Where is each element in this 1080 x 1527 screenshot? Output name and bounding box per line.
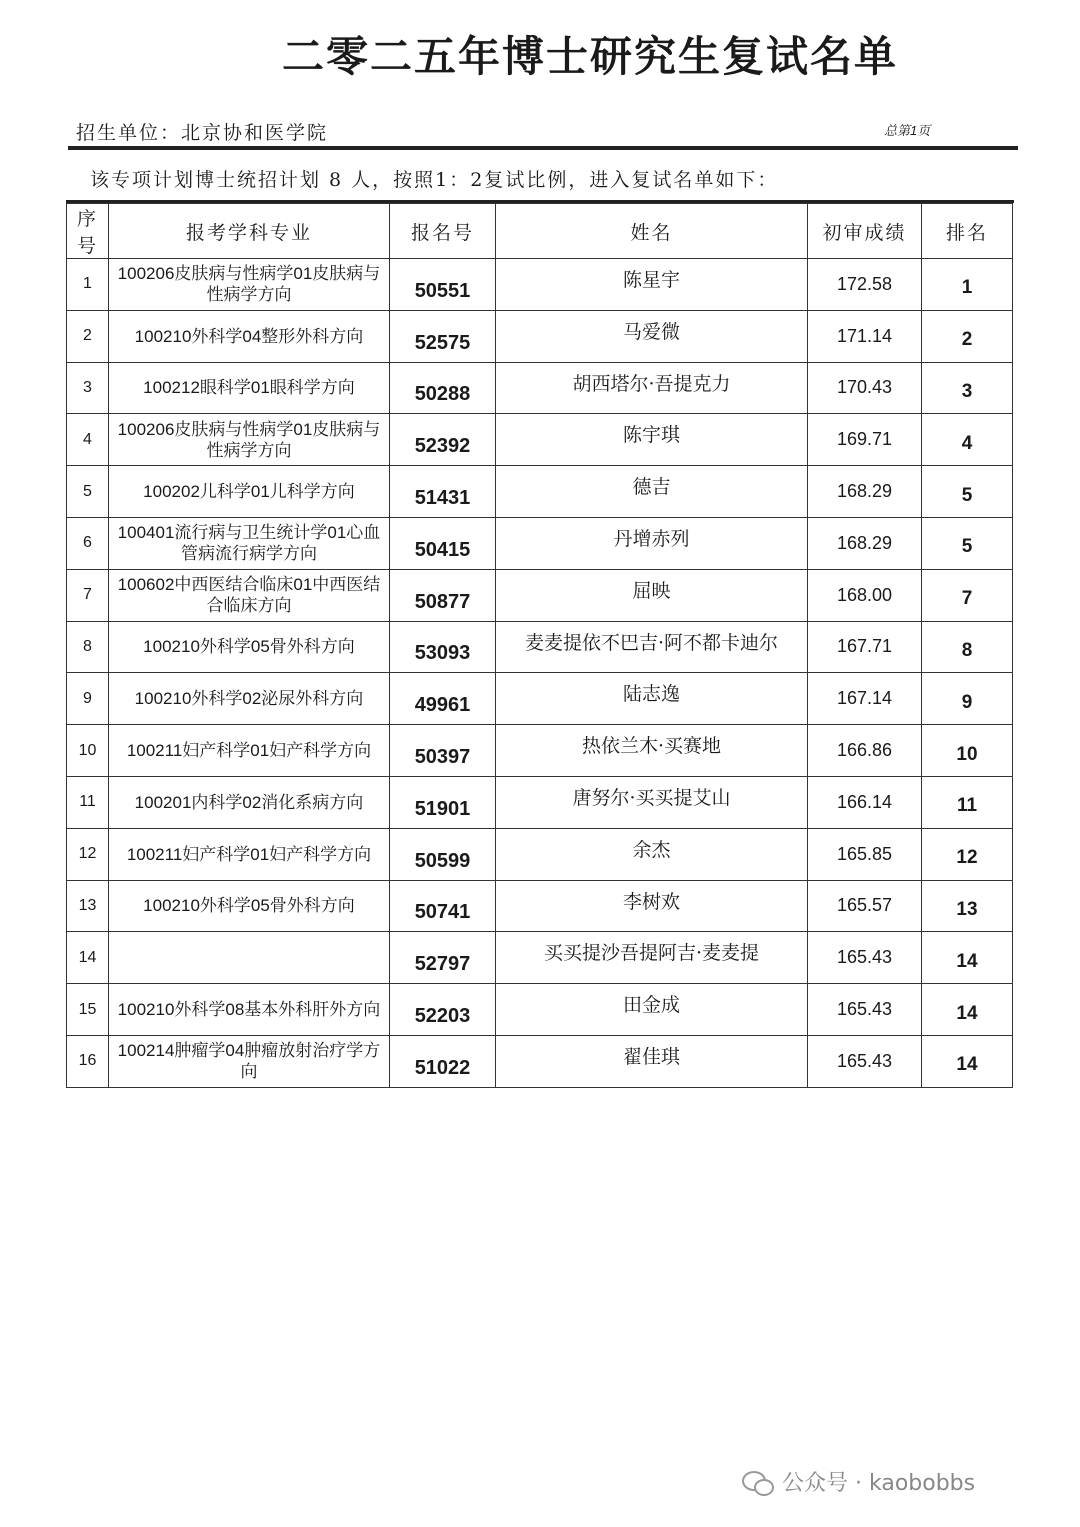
cell-name: 唐努尔·买买提艾山 <box>496 776 808 828</box>
cell-seq: 8 <box>67 621 109 673</box>
table-row <box>67 414 1013 466</box>
cell-regno: 50551 <box>390 259 496 311</box>
cell-name: 买买提沙吾提阿吉·麦麦提 <box>496 932 808 984</box>
cell-seq: 5 <box>67 466 109 518</box>
watermark <box>742 1466 975 1497</box>
wechat-icon <box>742 1469 774 1495</box>
cell-seq: 7 <box>67 569 109 621</box>
table-row <box>67 673 1013 725</box>
cell-regno: 51901 <box>390 776 496 828</box>
cell-major: 100602中西医结合临床01中西医结合临床方向 <box>109 569 390 621</box>
cell-regno: 50397 <box>390 725 496 777</box>
cell-major: 100211妇产科学01妇产科学方向 <box>109 725 390 777</box>
cell-major: 100201内科学02消化系病方向 <box>109 776 390 828</box>
cell-score: 165.57 <box>808 880 922 932</box>
cell-seq: 13 <box>67 880 109 932</box>
cell-seq: 1 <box>67 259 109 311</box>
cell-score: 168.00 <box>808 569 922 621</box>
cell-regno: 52797 <box>390 932 496 984</box>
cell-major: 100210外科学08基本外科肝外方向 <box>109 984 390 1036</box>
cell-seq: 6 <box>67 517 109 569</box>
cell-name: 马爱微 <box>496 310 808 362</box>
page-title: 二零二五年博士研究生复试名单 <box>281 32 898 81</box>
cell-regno: 49961 <box>390 673 496 725</box>
cell-rank: 13 <box>922 880 1013 932</box>
cell-name: 丹增赤列 <box>496 517 808 569</box>
cell-seq: 12 <box>67 828 109 880</box>
table-row <box>67 517 1013 569</box>
cell-rank: 4 <box>922 414 1013 466</box>
cell-major: 100206皮肤病与性病学01皮肤病与性病学方向 <box>109 414 390 466</box>
cell-name: 热依兰木·买赛地 <box>496 725 808 777</box>
cell-rank: 10 <box>922 725 1013 777</box>
cell-rank: 7 <box>922 569 1013 621</box>
cell-rank: 8 <box>922 621 1013 673</box>
cell-name: 陆志逸 <box>496 673 808 725</box>
cell-score: 170.43 <box>808 362 922 414</box>
cell-seq: 11 <box>67 776 109 828</box>
cell-seq: 2 <box>67 310 109 362</box>
cell-rank: 5 <box>922 466 1013 518</box>
table-row <box>67 932 1013 984</box>
table-row <box>67 725 1013 777</box>
cell-regno: 51022 <box>390 1035 496 1087</box>
table-row <box>67 984 1013 1036</box>
header-seq: 序号 <box>67 204 109 259</box>
intro-text: 该专项计划博士统招计划 8 人，按照1：2复试比例，进入复试名单如下： <box>90 169 779 191</box>
cell-score: 171.14 <box>808 310 922 362</box>
cell-rank: 9 <box>922 673 1013 725</box>
cell-regno: 53093 <box>390 621 496 673</box>
cell-rank: 5 <box>922 517 1013 569</box>
cell-rank: 3 <box>922 362 1013 414</box>
enrollment-unit: 招生单位：北京协和医学院 <box>76 122 329 144</box>
cell-major: 100210外科学04整形外科方向 <box>109 310 390 362</box>
cell-rank: 2 <box>922 310 1013 362</box>
cell-score: 168.29 <box>808 517 922 569</box>
table-row <box>67 569 1013 621</box>
cell-major <box>109 932 390 984</box>
cell-score: 169.71 <box>808 414 922 466</box>
table-row <box>67 621 1013 673</box>
cell-major: 100212眼科学01眼科学方向 <box>109 362 390 414</box>
cell-major: 100210外科学02泌尿外科方向 <box>109 673 390 725</box>
cell-name: 李树欢 <box>496 880 808 932</box>
header-name: 姓名 <box>496 204 808 259</box>
cell-seq: 14 <box>67 932 109 984</box>
cell-rank: 12 <box>922 828 1013 880</box>
cell-seq: 3 <box>67 362 109 414</box>
cell-seq: 4 <box>67 414 109 466</box>
cell-name: 陈宇琪 <box>496 414 808 466</box>
header-regno: 报名号 <box>390 204 496 259</box>
cell-regno: 50599 <box>390 828 496 880</box>
cell-regno: 51431 <box>390 466 496 518</box>
cell-name: 田金成 <box>496 984 808 1036</box>
cell-score: 167.14 <box>808 673 922 725</box>
table-row <box>67 310 1013 362</box>
cell-regno: 52392 <box>390 414 496 466</box>
cell-rank: 14 <box>922 932 1013 984</box>
cell-regno: 52575 <box>390 310 496 362</box>
cell-name: 德吉 <box>496 466 808 518</box>
cell-major: 100202儿科学01儿科学方向 <box>109 466 390 518</box>
cell-major: 100206皮肤病与性病学01皮肤病与性病学方向 <box>109 259 390 311</box>
cell-seq: 16 <box>67 1035 109 1087</box>
cell-score: 165.85 <box>808 828 922 880</box>
cell-seq: 15 <box>67 984 109 1036</box>
cell-regno: 52203 <box>390 984 496 1036</box>
table-row <box>67 1035 1013 1087</box>
cell-score: 166.14 <box>808 776 922 828</box>
cell-regno: 50741 <box>390 880 496 932</box>
cell-major: 100401流行病与卫生统计学01心血管病流行病学方向 <box>109 517 390 569</box>
header-major: 报考学科专业 <box>109 204 390 259</box>
table-header-row <box>67 204 1013 259</box>
cell-major: 100210外科学05骨外科方向 <box>109 621 390 673</box>
cell-score: 165.43 <box>808 984 922 1036</box>
cell-seq: 9 <box>67 673 109 725</box>
cell-name: 麦麦提依不巴吉·阿不都卡迪尔 <box>496 621 808 673</box>
cell-major: 100211妇产科学01妇产科学方向 <box>109 828 390 880</box>
cell-major: 100214肿瘤学04肿瘤放射治疗学方向 <box>109 1035 390 1087</box>
cell-score: 167.71 <box>808 621 922 673</box>
cell-name: 胡西塔尔·吾提克力 <box>496 362 808 414</box>
cell-rank: 1 <box>922 259 1013 311</box>
cell-score: 168.29 <box>808 466 922 518</box>
cell-major: 100210外科学05骨外科方向 <box>109 880 390 932</box>
cell-score: 165.43 <box>808 1035 922 1087</box>
page-number: 总第1页 <box>884 123 931 138</box>
table-row <box>67 880 1013 932</box>
table-row <box>67 466 1013 518</box>
cell-name: 陈星宇 <box>496 259 808 311</box>
table-row <box>67 259 1013 311</box>
table-row <box>67 362 1013 414</box>
cell-seq: 10 <box>67 725 109 777</box>
cell-name: 余杰 <box>496 828 808 880</box>
candidate-table <box>66 200 1014 1088</box>
header-rank: 排名 <box>922 204 1013 259</box>
table-row <box>67 776 1013 828</box>
cell-rank: 14 <box>922 984 1013 1036</box>
cell-score: 165.43 <box>808 932 922 984</box>
cell-regno: 50877 <box>390 569 496 621</box>
cell-score: 166.86 <box>808 725 922 777</box>
cell-regno: 50415 <box>390 517 496 569</box>
table-row <box>67 828 1013 880</box>
cell-regno: 50288 <box>390 362 496 414</box>
cell-rank: 11 <box>922 776 1013 828</box>
header-divider <box>68 146 1018 150</box>
watermark-text: 公众号 · kaobobbs <box>782 1471 976 1496</box>
cell-name: 屈映 <box>496 569 808 621</box>
cell-score: 172.58 <box>808 259 922 311</box>
cell-name: 翟佳琪 <box>496 1035 808 1087</box>
header-score: 初审成绩 <box>808 204 922 259</box>
cell-rank: 14 <box>922 1035 1013 1087</box>
